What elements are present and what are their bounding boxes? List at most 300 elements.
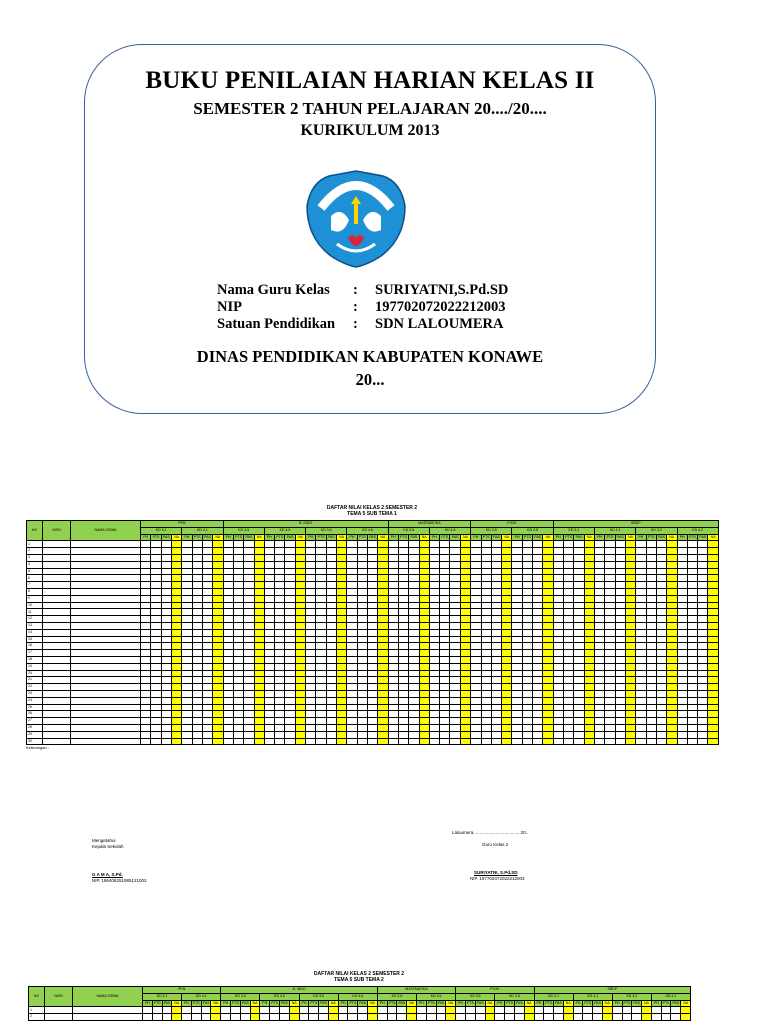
table-row	[27, 575, 719, 582]
score-cell	[595, 738, 605, 745]
score-cell	[584, 643, 594, 650]
score-cell	[357, 548, 367, 555]
score-cell	[254, 568, 264, 575]
score-cell	[409, 609, 419, 616]
score-cell	[605, 690, 615, 697]
kepala-nip: NIP. 196406251985121002	[92, 878, 147, 883]
score-cell	[524, 1014, 534, 1021]
score-cell	[625, 697, 635, 704]
score-cell	[667, 704, 677, 711]
row-number: 14	[27, 629, 43, 636]
score-cell	[615, 554, 625, 561]
score-cell	[615, 724, 625, 731]
score-cell	[595, 643, 605, 650]
score-cell	[605, 595, 615, 602]
score-cell	[605, 548, 615, 555]
score-cell	[347, 650, 357, 657]
score-cell	[151, 575, 161, 582]
score-cell	[605, 684, 615, 691]
score-cell	[285, 575, 295, 582]
score-cell	[295, 724, 305, 731]
nama-cell	[71, 541, 141, 548]
score-cell	[512, 663, 522, 670]
kd-header: KD 4.1	[182, 527, 223, 534]
score-cell	[625, 609, 635, 616]
score-cell	[357, 704, 367, 711]
nisn-cell	[43, 643, 71, 650]
score-cell	[533, 684, 543, 691]
score-cell	[388, 663, 398, 670]
score-cell	[667, 629, 677, 636]
score-cell	[419, 616, 429, 623]
score-cell	[574, 724, 584, 731]
score-cell	[605, 568, 615, 575]
score-cell	[182, 548, 192, 555]
sub-col-header: PAS	[397, 1000, 407, 1007]
score-cell	[708, 622, 718, 629]
score-cell	[264, 554, 274, 561]
score-cell	[202, 622, 212, 629]
score-cell	[708, 568, 718, 575]
score-cell	[512, 670, 522, 677]
score-cell	[254, 616, 264, 623]
nisn-cell	[43, 731, 71, 738]
score-cell	[244, 724, 254, 731]
score-cell	[625, 588, 635, 595]
score-cell	[595, 663, 605, 670]
score-cell	[677, 690, 687, 697]
score-cell	[708, 656, 718, 663]
score-cell	[481, 663, 491, 670]
score-cell	[213, 582, 223, 589]
sheet-title: DAFTAR NILAI KELAS 2 SEMESTER 2	[313, 971, 405, 977]
score-cell	[409, 684, 419, 691]
score-cell	[533, 548, 543, 555]
score-cell	[285, 622, 295, 629]
score-cell	[460, 629, 470, 636]
score-cell	[625, 582, 635, 589]
score-cell	[171, 663, 181, 670]
score-cell	[543, 704, 553, 711]
score-cell	[553, 582, 563, 589]
score-cell	[285, 650, 295, 657]
score-cell	[233, 616, 243, 623]
sub-col-header: PH	[388, 534, 398, 541]
score-cell	[595, 609, 605, 616]
score-cell	[388, 650, 398, 657]
score-cell	[398, 561, 408, 568]
score-cell	[192, 663, 202, 670]
score-cell	[698, 582, 708, 589]
row-number: 1	[27, 541, 43, 548]
score-cell	[450, 609, 460, 616]
score-cell	[347, 724, 357, 731]
score-cell	[512, 616, 522, 623]
score-cell	[171, 548, 181, 555]
score-cell	[316, 616, 326, 623]
score-cell	[347, 622, 357, 629]
score-cell	[172, 1007, 182, 1014]
score-cell	[388, 670, 398, 677]
score-cell	[388, 602, 398, 609]
score-cell	[636, 711, 646, 718]
score-cell	[337, 554, 347, 561]
score-cell	[460, 602, 470, 609]
score-cell	[471, 622, 481, 629]
score-cell	[378, 718, 388, 725]
score-cell	[151, 684, 161, 691]
score-cell	[440, 711, 450, 718]
score-cell	[636, 697, 646, 704]
sub-col-header: PTS	[152, 1000, 162, 1007]
kd-header: KD 3.1	[534, 993, 573, 1000]
score-cell	[677, 718, 687, 725]
score-cell	[708, 629, 718, 636]
score-cell	[151, 602, 161, 609]
score-cell	[677, 663, 687, 670]
score-cell	[233, 554, 243, 561]
score-cell	[429, 738, 439, 745]
score-cell	[275, 568, 285, 575]
score-cell	[161, 541, 171, 548]
sub-col-header: NA	[378, 534, 388, 541]
score-cell	[471, 602, 481, 609]
score-cell	[213, 588, 223, 595]
nisn-cell	[43, 690, 71, 697]
score-cell	[378, 738, 388, 745]
score-cell	[299, 1007, 309, 1014]
sub-col-header: PH	[456, 1000, 466, 1007]
score-cell	[264, 650, 274, 657]
score-cell	[460, 738, 470, 745]
score-cell	[491, 582, 501, 589]
nisn-cell	[43, 629, 71, 636]
score-cell	[615, 731, 625, 738]
score-cell	[192, 554, 202, 561]
score-cell	[543, 690, 553, 697]
score-cell	[357, 663, 367, 670]
score-cell	[254, 731, 264, 738]
score-cell	[182, 684, 192, 691]
score-cell	[605, 602, 615, 609]
score-cell	[615, 690, 625, 697]
score-cell	[687, 582, 697, 589]
score-cell	[574, 602, 584, 609]
score-cell	[192, 738, 202, 745]
score-cell	[460, 697, 470, 704]
cover-kurikulum: KURIKULUM 2013	[300, 122, 440, 139]
score-cell	[677, 724, 687, 731]
table-row	[27, 568, 719, 575]
kd-header: KD 4.1	[595, 527, 636, 534]
score-cell	[337, 568, 347, 575]
score-cell	[244, 636, 254, 643]
score-cell	[491, 609, 501, 616]
score-cell	[409, 548, 419, 555]
score-cell	[182, 622, 192, 629]
score-cell	[285, 718, 295, 725]
score-cell	[429, 718, 439, 725]
col-header-nama: NAMA SISWA	[73, 987, 143, 1007]
score-cell	[426, 1014, 436, 1021]
sub-col-header: PTS	[564, 534, 574, 541]
score-cell	[244, 554, 254, 561]
score-cell	[584, 704, 594, 711]
score-cell	[687, 609, 697, 616]
score-cell	[646, 541, 656, 548]
sub-col-header: NA	[584, 534, 594, 541]
score-cell	[450, 663, 460, 670]
score-cell	[543, 554, 553, 561]
score-cell	[264, 629, 274, 636]
score-cell	[171, 595, 181, 602]
score-cell	[161, 656, 171, 663]
score-cell	[426, 1007, 436, 1014]
score-cell	[213, 636, 223, 643]
score-cell	[543, 609, 553, 616]
score-cell	[233, 731, 243, 738]
score-cell	[409, 650, 419, 657]
score-cell	[625, 622, 635, 629]
sub-col-header: NA	[254, 534, 264, 541]
score-cell	[677, 554, 687, 561]
score-cell	[182, 582, 192, 589]
score-cell	[378, 690, 388, 697]
score-cell	[698, 616, 708, 623]
score-cell	[223, 684, 233, 691]
score-cell	[446, 1014, 456, 1021]
score-cell	[275, 595, 285, 602]
score-cell	[151, 718, 161, 725]
score-cell	[450, 690, 460, 697]
score-cell	[450, 602, 460, 609]
score-cell	[481, 541, 491, 548]
info-value: SURIYATNI,S.Pd.SD	[375, 282, 509, 298]
score-cell	[223, 622, 233, 629]
score-cell	[502, 622, 512, 629]
score-cell	[419, 541, 429, 548]
score-cell	[419, 684, 429, 691]
nisn-cell	[43, 724, 71, 731]
score-cell	[171, 602, 181, 609]
score-cell	[481, 616, 491, 623]
score-cell	[440, 616, 450, 623]
score-cell	[491, 643, 501, 650]
score-cell	[141, 677, 151, 684]
score-cell	[574, 561, 584, 568]
score-cell	[316, 568, 326, 575]
score-cell	[533, 663, 543, 670]
score-cell	[419, 724, 429, 731]
score-cell	[450, 541, 460, 548]
score-cell	[141, 711, 151, 718]
score-cell	[316, 656, 326, 663]
score-cell	[316, 554, 326, 561]
score-cell	[211, 1007, 221, 1014]
score-cell	[347, 738, 357, 745]
score-cell	[429, 588, 439, 595]
score-cell	[254, 650, 264, 657]
score-cell	[460, 636, 470, 643]
score-cell	[295, 554, 305, 561]
score-cell	[429, 724, 439, 731]
score-cell	[264, 711, 274, 718]
score-cell	[615, 541, 625, 548]
score-cell	[687, 595, 697, 602]
score-cell	[460, 595, 470, 602]
score-cell	[309, 1007, 319, 1014]
score-cell	[481, 650, 491, 657]
score-cell	[171, 670, 181, 677]
score-cell	[440, 731, 450, 738]
score-cell	[491, 636, 501, 643]
score-cell	[522, 588, 532, 595]
score-cell	[460, 670, 470, 677]
score-cell	[202, 582, 212, 589]
score-cell	[151, 588, 161, 595]
score-cell	[306, 636, 316, 643]
nama-cell	[71, 548, 141, 555]
kepala-name: G A M A, S.Pd.	[92, 872, 123, 877]
score-cell	[543, 677, 553, 684]
score-cell	[337, 548, 347, 555]
score-cell	[171, 643, 181, 650]
score-cell	[326, 643, 336, 650]
score-cell	[202, 677, 212, 684]
subject-header: MATEMATIKA	[377, 987, 455, 994]
score-cell	[202, 697, 212, 704]
score-cell	[264, 697, 274, 704]
score-cell	[595, 711, 605, 718]
score-cell	[636, 670, 646, 677]
score-cell	[161, 548, 171, 555]
row-number: 2	[29, 1014, 45, 1021]
score-cell	[388, 718, 398, 725]
score-cell	[502, 690, 512, 697]
score-cell	[409, 582, 419, 589]
score-cell	[502, 650, 512, 657]
score-cell	[502, 684, 512, 691]
score-cell	[564, 561, 574, 568]
score-cell	[573, 1007, 583, 1014]
score-cell	[295, 656, 305, 663]
nisn-cell	[43, 541, 71, 548]
score-cell	[656, 622, 666, 629]
score-cell	[409, 731, 419, 738]
score-cell	[485, 1007, 495, 1014]
sub-col-header: PH	[612, 1000, 622, 1007]
score-cell	[419, 731, 429, 738]
row-number: 29	[27, 731, 43, 738]
score-cell	[254, 670, 264, 677]
score-cell	[429, 602, 439, 609]
info-sep: :	[353, 282, 358, 298]
score-cell	[574, 697, 584, 704]
score-cell	[388, 616, 398, 623]
cover-year: 20...	[355, 370, 385, 389]
score-cell	[636, 724, 646, 731]
guru-name: SURIYATNI, S.Pd.SD	[474, 870, 518, 875]
score-cell	[636, 636, 646, 643]
score-cell	[275, 609, 285, 616]
score-cell	[522, 575, 532, 582]
score-cell	[223, 548, 233, 555]
score-cell	[161, 704, 171, 711]
score-cell	[306, 609, 316, 616]
score-cell	[202, 656, 212, 663]
score-cell	[512, 704, 522, 711]
score-cell	[275, 582, 285, 589]
cover-dinas: DINAS PENDIDIKAN KABUPATEN KONAWE	[196, 347, 544, 366]
score-cell	[367, 690, 377, 697]
score-cell	[295, 704, 305, 711]
sub-col-header: PH	[264, 534, 274, 541]
score-cell	[285, 588, 295, 595]
score-cell	[367, 731, 377, 738]
score-cell	[316, 738, 326, 745]
score-cell	[182, 1007, 192, 1014]
subject-header: SBDP	[534, 987, 691, 994]
score-cell	[367, 609, 377, 616]
score-cell	[533, 622, 543, 629]
score-cell	[407, 1007, 417, 1014]
score-cell	[502, 602, 512, 609]
score-cell	[440, 609, 450, 616]
score-cell	[388, 738, 398, 745]
score-cell	[233, 595, 243, 602]
score-cell	[378, 677, 388, 684]
score-cell	[398, 738, 408, 745]
score-cell	[387, 1007, 397, 1014]
score-cell	[522, 643, 532, 650]
score-cell	[161, 663, 171, 670]
score-cell	[605, 718, 615, 725]
score-cell	[677, 548, 687, 555]
kd-header: KD 3.5	[221, 993, 260, 1000]
score-cell	[213, 561, 223, 568]
kd-header: KD 4.5	[512, 527, 553, 534]
score-cell	[491, 724, 501, 731]
score-cell	[419, 548, 429, 555]
score-cell	[202, 602, 212, 609]
score-cell	[213, 622, 223, 629]
score-cell	[687, 650, 697, 657]
score-cell	[275, 622, 285, 629]
score-cell	[440, 697, 450, 704]
nama-cell	[71, 670, 141, 677]
score-cell	[698, 670, 708, 677]
sub-col-header: NA	[289, 1000, 299, 1007]
kd-header: KD 4.6	[338, 993, 377, 1000]
score-cell	[708, 575, 718, 582]
score-cell	[295, 582, 305, 589]
score-cell	[625, 738, 635, 745]
sub-col-header: PAS	[326, 534, 336, 541]
score-cell	[182, 704, 192, 711]
score-cell	[543, 636, 553, 643]
score-cell	[429, 622, 439, 629]
score-cell	[554, 1007, 564, 1014]
score-cell	[254, 541, 264, 548]
score-cell	[152, 1014, 162, 1021]
score-cell	[409, 704, 419, 711]
score-cell	[656, 704, 666, 711]
sub-col-header: PH	[512, 534, 522, 541]
score-cell	[677, 629, 687, 636]
score-cell	[471, 663, 481, 670]
score-cell	[574, 731, 584, 738]
sub-col-header: PAS	[367, 534, 377, 541]
